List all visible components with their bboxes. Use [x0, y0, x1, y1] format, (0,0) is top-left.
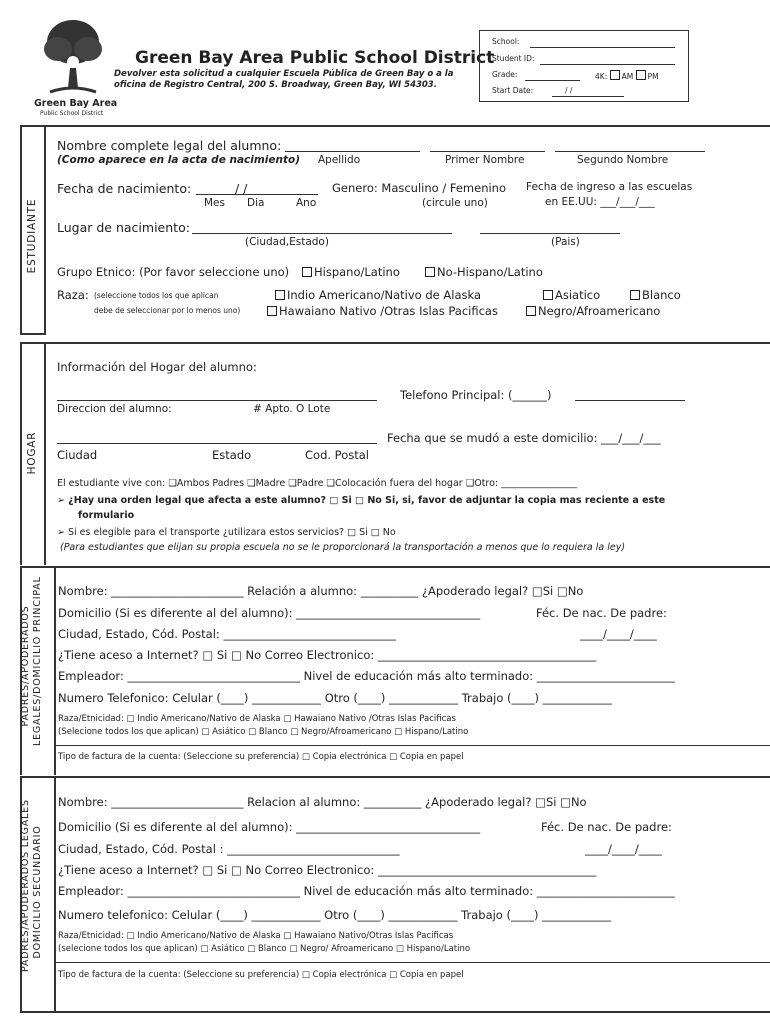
gender-note: (circule uno) — [422, 197, 488, 209]
birthplace-label: Lugar de nacimiento: — [57, 220, 190, 235]
primary-race-line-1[interactable]: Raza/Etnicidad: □ Indio Americano/Nativo de Alaska □ Hawaiano Nativo /Otras Islas Pacificas — [58, 714, 456, 724]
secondary-race-line-1[interactable]: Raza/Etnicidad: □ Indio Americano/Nativo de Alaska □ Hawaiano Nativo/Otras Islas Pacificas — [58, 931, 454, 941]
move-date-label[interactable]: Fecha que se mudó a este domicilio: ___/___/___ — [387, 431, 661, 445]
lives-with-line[interactable]: El estudiante vive con: ❑Ambos Padres ❑Madre ❑Padre ❑Colocación fuera del hogar ❑Otro: ________________ — [57, 478, 578, 489]
transport-question[interactable]: Si es elegible para el transporte ¿utilizara estos servicios? □ Si □ No — [67, 527, 396, 538]
non-hispanic-label: No-Hispano/Latino — [437, 265, 543, 279]
primary-guardian-section-label — [20, 576, 44, 746]
start-date-label: Start Date: — [492, 86, 534, 95]
secondary-guardian-label-1: PADRES/APODERADOS LEGALES — [20, 799, 31, 972]
apt-caption: # Apto. O Lote — [253, 403, 331, 415]
return-instructions-1: Devolver esta solicitud a cualquier Escuela Pública de Green Bay o a la — [114, 69, 454, 79]
section-divider — [20, 566, 770, 568]
section-rule — [54, 567, 56, 775]
primary-invoice-line[interactable]: Tipo de factura de la cuenta: (Seleccione su preferencia) □ Copia electrónica □ Copia en papel — [58, 752, 464, 762]
birthplace-country-field[interactable] — [480, 233, 620, 234]
am-checkbox[interactable] — [610, 70, 620, 80]
primary-name-line[interactable]: Nombre: _______________________ Relación a alumno: __________ ¿Apoderado legal? □Si □No — [58, 584, 584, 598]
zip-caption: Cod. Postal — [305, 448, 369, 462]
secondary-guardian-section-label — [20, 799, 44, 972]
pm-label: PM — [647, 72, 659, 81]
hispanic-label: Hispano/Latino — [314, 265, 400, 279]
city-caption: Ciudad — [57, 448, 98, 462]
primary-city-line[interactable]: Ciudad, Estado, Cód. Postal: ______________________________ — [58, 627, 396, 641]
student-id-label: Student ID: — [492, 54, 535, 63]
am-label: AM — [621, 72, 634, 81]
birthplace-country-caption: (Pais) — [551, 236, 580, 248]
office-use-box — [479, 30, 689, 102]
start-date-slashes: / / — [565, 86, 573, 95]
home-section-label: HOGAR — [26, 431, 38, 475]
dob-day-caption: Dia — [247, 197, 265, 209]
primary-parent-dob-field[interactable]: ____/____/____ — [580, 627, 657, 641]
pm-checkbox[interactable] — [636, 70, 646, 80]
secondary-internet-line[interactable]: ¿Tiene aceso a Internet? □ Si □ No Correo Electronico: ______________________________________ — [58, 863, 597, 877]
section-divider — [20, 776, 770, 778]
asian-checkbox[interactable] — [543, 290, 553, 300]
dob-field[interactable] — [196, 194, 318, 195]
home-info-title: Información del Hogar del alumno: — [57, 360, 257, 374]
secondary-race-line-2[interactable]: (selecione todos los que aplican) □ Asiático □ Blanco □ Negro/ Afroamericano □ Hispano/Latino — [58, 944, 471, 954]
hawaiian-checkbox[interactable] — [267, 306, 277, 316]
secondary-guardian-label-2: DOMICILIO SECUNDARIO — [32, 825, 43, 959]
section-rule — [20, 333, 46, 335]
section-rule — [55, 962, 770, 963]
secondary-phone-line[interactable]: Numero telefonico: Celular (____) ____________ Otro (____) ____________ Trabajo (____) ____________ — [58, 908, 612, 922]
primary-employer-line[interactable]: Empleador: ______________________________ Nivel de educación más alto terminado: ________________________ — [58, 669, 675, 683]
section-rule — [44, 343, 46, 565]
secondary-employer-line[interactable]: Empleador: ______________________________ Nivel de educación más alto terminado: ________________________ — [58, 884, 675, 898]
primary-guardian-label-2: LEGALES/DOMICILIO PRINCIPAL — [32, 576, 43, 746]
ethnic-group-label: Grupo Etnico: (Por favor seleccione uno) — [57, 265, 290, 279]
middle-name-caption: Segundo Nombre — [577, 154, 669, 166]
asian-label: Asiatico — [555, 288, 601, 302]
secondary-address-line[interactable]: Domicilio (Si es diferente al del alumno): ________________________________ — [58, 820, 481, 834]
secondary-invoice-line[interactable]: Tipo de factura de la cuenta: (Seleccione su preferencia) □ Copia electrónica □ Copia en papel — [58, 970, 464, 980]
return-instructions-2: oficina de Registro Central, 200 S. Broadway, Green Bay, WI 54303. — [114, 80, 437, 90]
us-entry-date[interactable]: en EE.UU: ___/___/___ — [545, 196, 655, 208]
k4-label: 4K: — [595, 72, 608, 81]
legal-order-question[interactable]: ¿Hay una orden legal que afecta a este alumno? □ Si □ No Si, si, favor de adjuntar la copia mas reciente a este — [68, 495, 666, 506]
birthplace-city-caption: (Ciudad,Estado) — [245, 236, 329, 248]
main-phone-field[interactable] — [575, 400, 685, 401]
legal-order-question-cont: formulario — [78, 510, 135, 521]
primary-race-line-2[interactable]: (Selecione todos los que aplican) □ Asiático □ Blanco □ Negro/Afroamericano □ Hispano/Latino — [58, 727, 469, 737]
logo-name: Green Bay Area — [34, 98, 118, 109]
school-field[interactable] — [530, 47, 675, 48]
grade-label: Grade: — [492, 70, 518, 79]
student-id-field[interactable] — [540, 64, 675, 65]
district-logo — [28, 14, 118, 117]
first-name-caption: Primer Nombre — [445, 154, 525, 166]
secondary-parent-dob-label: Féc. De nac. De padre: — [541, 820, 672, 834]
primary-phone-line[interactable]: Numero Telefonico: Celular (____) ____________ Otro (____) ____________ Trabajo (____) ____________ — [58, 691, 612, 705]
primary-guardian-label-1: PADRES/APODERADOS — [20, 605, 31, 727]
middle-name-field[interactable] — [555, 151, 705, 152]
start-date-field[interactable] — [552, 96, 624, 97]
school-label: School: — [492, 37, 520, 46]
dob-year-caption: Ano — [296, 197, 317, 209]
tree-icon — [28, 14, 118, 100]
legal-name-label: Nombre complete legal del alumno: — [57, 138, 282, 153]
last-name-caption: Apellido — [318, 154, 361, 166]
black-label: Negro/Afroamericano — [538, 304, 661, 318]
us-entry-label: Fecha de ingreso a las escuelas — [526, 181, 693, 193]
city-state-zip-field[interactable] — [57, 443, 377, 444]
birthplace-city-field[interactable] — [192, 233, 452, 234]
hispanic-checkbox[interactable] — [302, 267, 312, 277]
native-american-label: Indio Americano/Nativo de Alaska — [287, 288, 481, 302]
secondary-parent-dob-field[interactable]: ____/____/____ — [585, 842, 662, 856]
native-american-checkbox[interactable] — [275, 290, 285, 300]
bullet-icon: ➢ — [57, 527, 68, 538]
district-title: Green Bay Area Public School District — [135, 48, 495, 68]
section-rule — [20, 126, 22, 334]
section-divider — [20, 342, 770, 344]
white-checkbox[interactable] — [630, 290, 640, 300]
first-name-field[interactable] — [430, 151, 545, 152]
hawaiian-label: Hawaiano Nativo /Otras Islas Pacificas — [279, 304, 498, 318]
primary-address-line[interactable]: Domicilio (Si es diferente al del alumno): ________________________________ — [58, 606, 481, 620]
primary-parent-dob-label: Féc. De nac. De padre: — [536, 606, 667, 620]
address-caption: Direccion del alumno: — [57, 403, 172, 415]
last-name-field[interactable] — [285, 151, 420, 152]
student-section-label: ESTUDIANTE — [26, 198, 38, 274]
bullet-icon: ➢ — [57, 495, 69, 506]
non-hispanic-checkbox[interactable] — [425, 267, 435, 277]
legal-name-note: (Como aparece en la acta de nacimiento) — [57, 154, 301, 166]
main-phone-label: Telefono Principal: (______) — [400, 388, 552, 402]
white-label: Blanco — [642, 288, 681, 302]
section-divider — [20, 1011, 770, 1013]
section-rule — [54, 777, 56, 1012]
grade-field[interactable] — [525, 80, 580, 81]
dob-slashes: / / — [235, 181, 248, 196]
address-field[interactable] — [57, 400, 377, 401]
race-note-2: debe de seleccionar por lo menos uno) — [94, 306, 241, 315]
dob-label: Fecha de nacimiento: — [57, 181, 192, 196]
section-divider — [20, 125, 770, 127]
black-checkbox[interactable] — [526, 306, 536, 316]
section-rule — [55, 745, 770, 746]
dob-month-caption: Mes — [204, 197, 225, 209]
section-rule — [44, 126, 46, 334]
secondary-name-line[interactable]: Nombre: _______________________ Relacion al alumno: __________ ¿Apoderado legal? □Si □No — [58, 795, 587, 809]
section-rule — [20, 343, 22, 565]
race-label: Raza: — [57, 288, 89, 302]
transport-note: (Para estudiantes que elijan su propia escuela no se le proporcionará la transportación a menos que lo requiera la ley) — [60, 542, 626, 553]
secondary-city-line[interactable]: Ciudad, Estado, Cód. Postal : ______________________________ — [58, 842, 400, 856]
logo-subtitle: Public School District — [40, 110, 104, 117]
race-note-1: (seleccione todos los que aplican — [94, 291, 219, 300]
state-caption: Estado — [212, 448, 252, 462]
primary-internet-line[interactable]: ¿Tiene aceso a Internet? □ Si □ No Correo Electronico: ______________________________________ — [58, 648, 597, 662]
gender-label[interactable]: Genero: Masculino / Femenino — [332, 181, 507, 195]
